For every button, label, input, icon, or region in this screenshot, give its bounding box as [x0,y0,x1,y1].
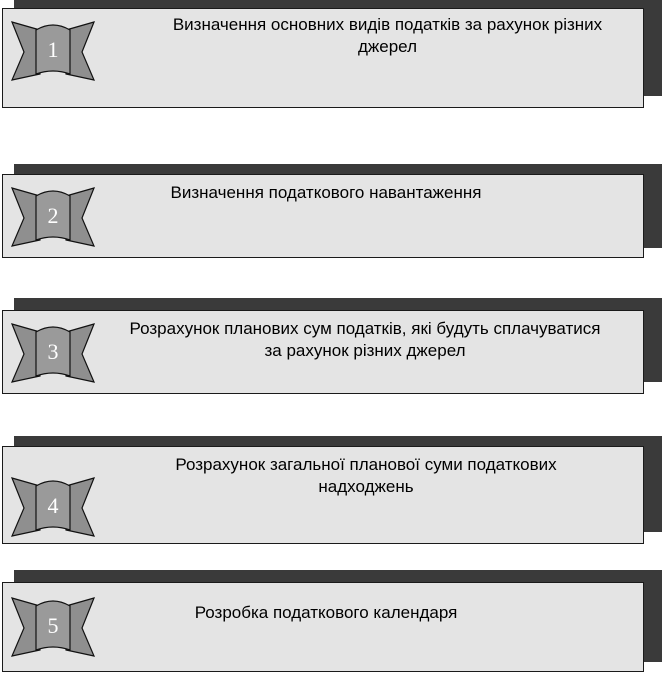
step-2-badge [10,184,96,250]
step-3-badge [10,320,96,386]
step-1-number: 1 [47,37,59,62]
step-3 [0,298,664,398]
step-1-badge [10,18,96,84]
step-2 [0,164,664,264]
step-4-text [150,454,582,498]
step-1 [0,0,664,112]
step-4-number: 4 [47,493,59,518]
step-5-badge [10,594,96,660]
step-2-line-1: Визначення податкового навантаження [170,183,482,202]
step-5-number: 5 [47,613,59,638]
step-4-badge [10,474,96,540]
step-4-line-2: надходжень [318,477,414,496]
step-5-text [178,602,474,624]
step-1-text [100,14,664,58]
step-4 [0,436,664,548]
step-3-text [96,318,634,362]
step-5 [0,570,664,673]
step-4-line-1: Розрахунок загальної планової суми податкових [175,455,557,474]
step-1-line-2: джерел [357,37,417,56]
step-3-line-2: за рахунок різних джерел [264,341,466,360]
step-3-number: 3 [47,339,59,364]
step-5-line-1: Розробка податкового календаря [194,603,458,622]
step-5-box [2,582,644,672]
step-2-text [150,182,502,204]
step-3-line-1: Розрахунок планових сум податків, які будуть сплачуватися [129,319,601,338]
step-2-number: 2 [47,203,59,228]
step-1-line-1: Визначення основних видів податків за рахунок різних [172,15,603,34]
